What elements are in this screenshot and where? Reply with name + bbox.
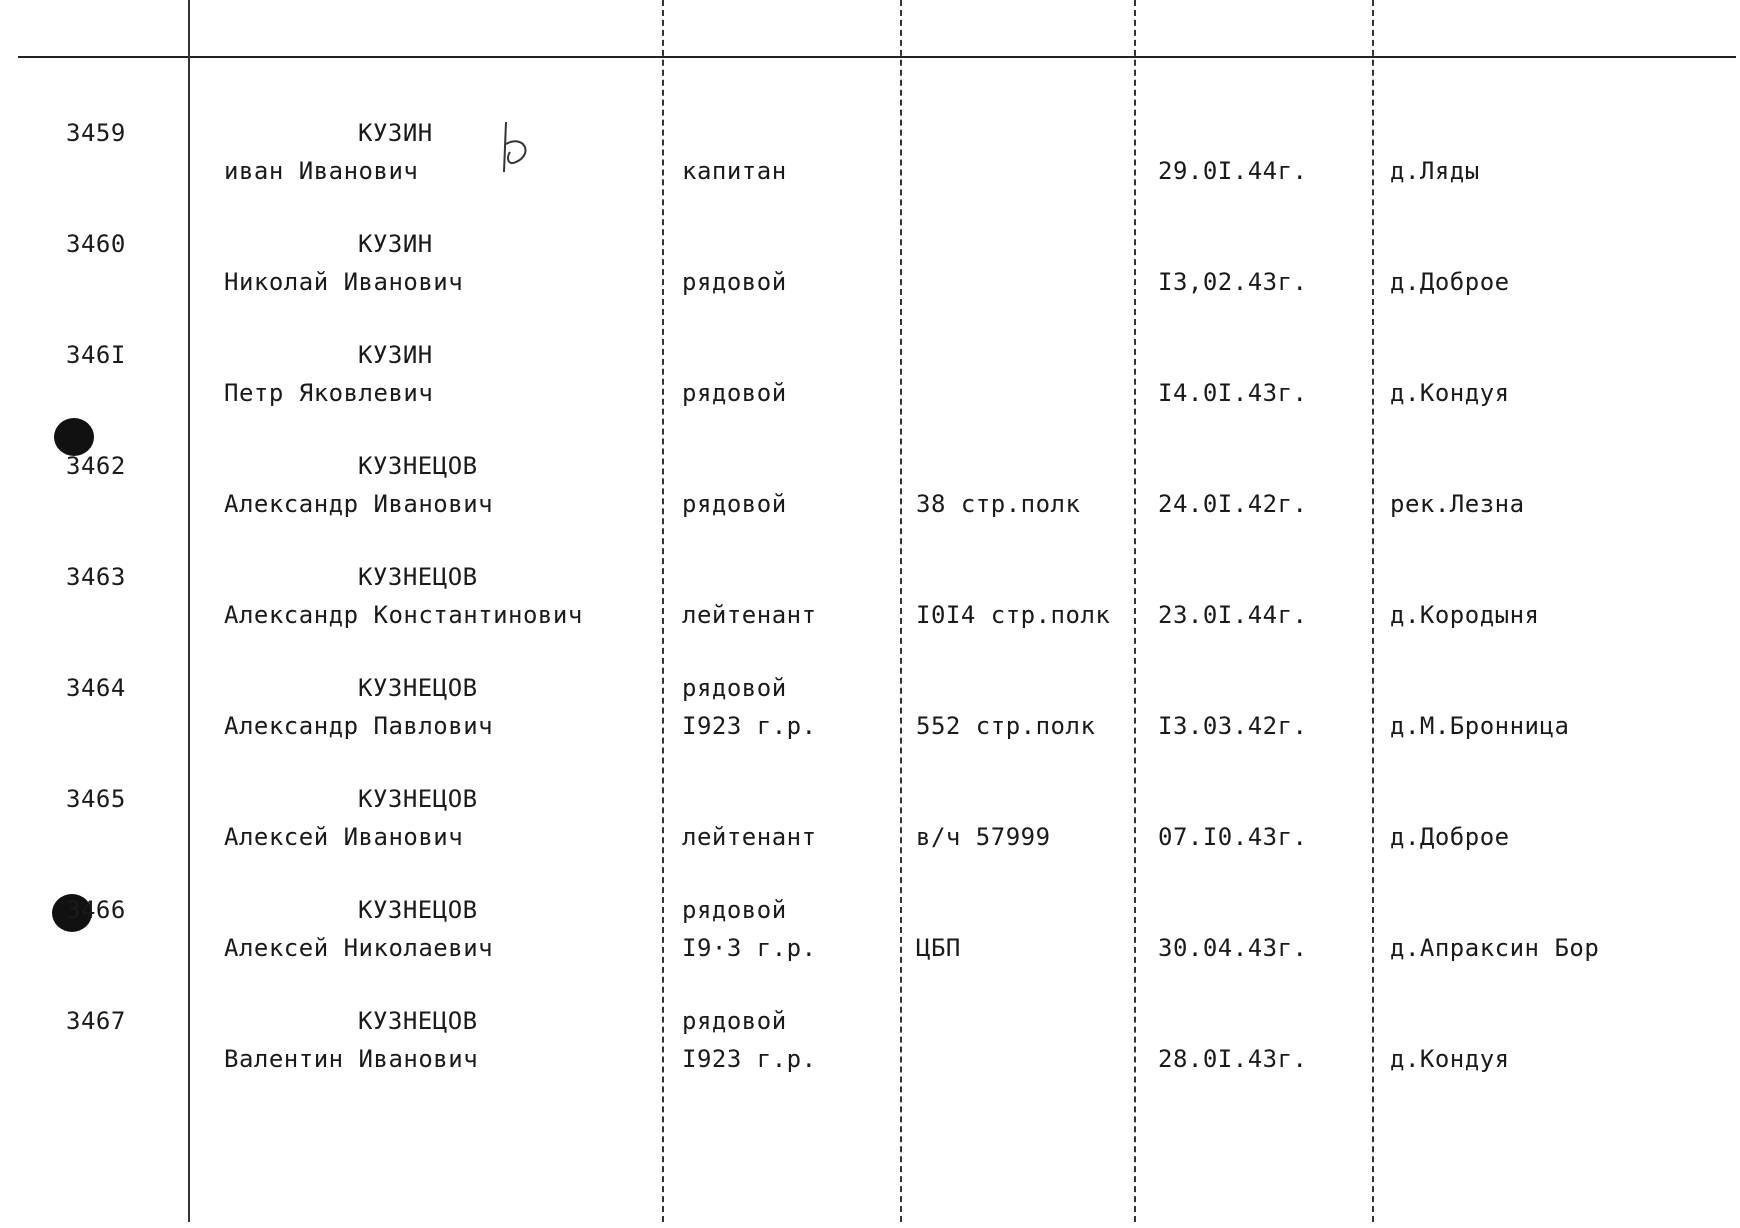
record-rank: рядовой [682,379,787,407]
record-birth-year: I923 г.р. [682,712,817,740]
record-given-names: Алексей Николаевич [224,934,494,962]
record-place: д.Ляды [1390,157,1480,185]
record-number: 3463 [66,563,126,591]
record-date: 29.0I.44г. [1158,157,1308,185]
record-place: д.Кондуя [1390,379,1510,407]
record-rank: рядовой [682,1007,787,1035]
record-unit: 38 стр.полк [916,490,1081,518]
record-row [0,558,1740,648]
record-given-names: Николай Иванович [224,268,464,296]
record-rank: рядовой [682,490,787,518]
record-row [0,225,1740,315]
record-surname: КУЗИН [358,341,433,369]
record-row [0,114,1740,204]
record-given-names: Петр Яковлевич [224,379,434,407]
record-number: 3460 [66,230,126,258]
record-unit: I0I4 стр.полк [916,601,1111,629]
record-rank: капитан [682,157,787,185]
header-rule [18,56,1736,58]
record-number: 3466 [66,896,126,924]
record-given-names: Александр Иванович [224,490,494,518]
record-number: 346I [66,341,126,369]
record-date: 07.I0.43г. [1158,823,1308,851]
record-unit: 552 стр.полк [916,712,1096,740]
record-given-names: Александр Павлович [224,712,494,740]
record-date: I3.03.42г. [1158,712,1308,740]
record-rank: рядовой [682,268,787,296]
record-row [0,1002,1740,1092]
record-date: 30.04.43г. [1158,934,1308,962]
record-row [0,447,1740,537]
record-given-names: Алексей Иванович [224,823,464,851]
record-surname: КУЗНЕЦОВ [358,674,478,702]
record-date: 23.0I.44г. [1158,601,1308,629]
record-number: 3459 [66,119,126,147]
record-number: 3465 [66,785,126,813]
record-rank: лейтенант [682,601,817,629]
record-rank: рядовой [682,674,787,702]
record-date: 24.0I.42г. [1158,490,1308,518]
record-date: I3,02.43г. [1158,268,1308,296]
record-row [0,336,1740,426]
record-surname: КУЗИН [358,119,433,147]
record-given-names: Валентин Иванович [224,1045,479,1073]
record-surname: КУЗНЕЦОВ [358,785,478,813]
record-place: д.Апраксин Бор [1390,934,1600,962]
record-date: I4.0I.43г. [1158,379,1308,407]
record-place: д.Доброе [1390,823,1510,851]
record-row [0,780,1740,870]
record-number: 3467 [66,1007,126,1035]
record-row [0,669,1740,759]
record-date: 28.0I.43г. [1158,1045,1308,1073]
record-unit: ЦБП [916,934,961,962]
record-number: 3462 [66,452,126,480]
record-place: д.Доброе [1390,268,1510,296]
record-birth-year: I9·3 г.р. [682,934,817,962]
record-place: рек.Лезна [1390,490,1525,518]
record-given-names: иван Иванович [224,157,419,185]
record-surname: КУЗНЕЦОВ [358,896,478,924]
record-place: д.М.Бронница [1390,712,1570,740]
record-surname: КУЗНЕЦОВ [358,452,478,480]
record-rank: лейтенант [682,823,817,851]
record-surname: КУЗИН [358,230,433,258]
record-row [0,891,1740,981]
record-surname: КУЗНЕЦОВ [358,1007,478,1035]
record-place: д.Кондуя [1390,1045,1510,1073]
record-place: д.Кородыня [1390,601,1540,629]
record-birth-year: I923 г.р. [682,1045,817,1073]
record-surname: КУЗНЕЦОВ [358,563,478,591]
record-unit: в/ч 57999 [916,823,1051,851]
record-given-names: Александр Константинович [224,601,583,629]
record-rank: рядовой [682,896,787,924]
record-number: 3464 [66,674,126,702]
